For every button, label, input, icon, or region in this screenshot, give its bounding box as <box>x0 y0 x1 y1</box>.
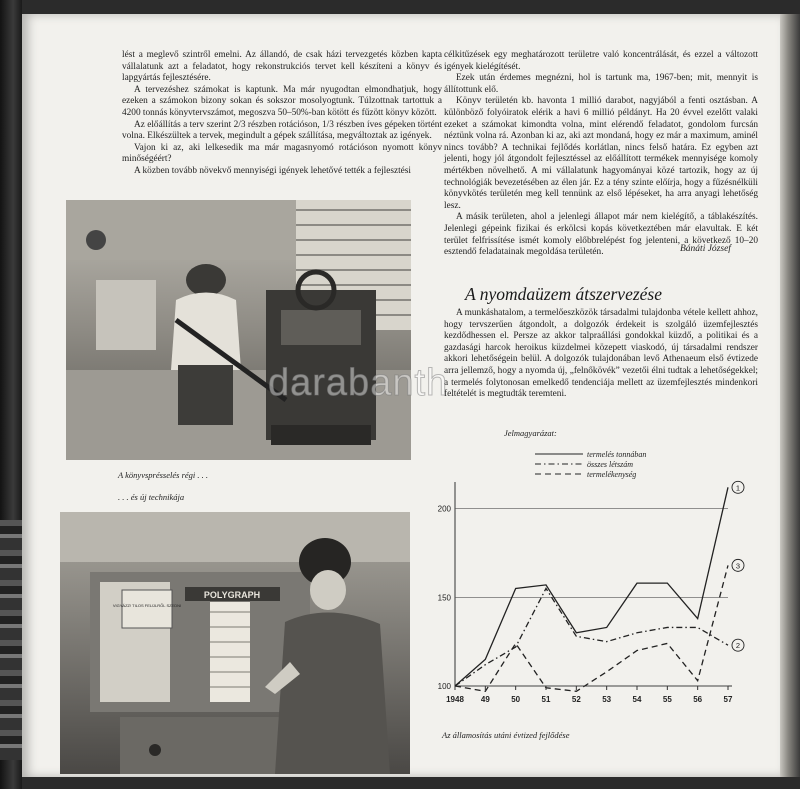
paragraph: Az előállítás a terv szerint 2/3 részben rotációson, 1/3 részben íves gépeken történt volna. Elkészültek a tervek, megindult a gépek szállítása, megváltoztak az igények. <box>122 119 442 142</box>
photo-new-book-press <box>60 512 410 774</box>
author-signature: Bánáti József <box>680 244 731 254</box>
x-tick-label: 54 <box>632 695 642 704</box>
photo2-caption: . . . és új technikája <box>118 492 185 502</box>
y-tick-label: 150 <box>437 593 451 603</box>
chart-caption: Az államosítás utáni évtized fejlődése <box>442 730 570 740</box>
warning-sign-text: VIGYÁZZ! TILOS FELÜLRŐL SZEDNI <box>112 603 182 608</box>
x-tick-label: 56 <box>693 695 703 704</box>
paragraph: célkitűzések egy meghatározott területre való koncentrálását, és ezzel a változott igények kielégítését. <box>444 50 758 72</box>
series-line <box>455 487 728 686</box>
paragraph: A tervezéshez számokat is kaptunk. Ma már nyugodtan elmondhatjuk, hogy ezeken a számokon bizony sokan és sokszor mosolyogtunk. Túlzottnak tartottuk a 4200 tonnás könyvtervszámot, megoszva 50–50%-ban kötött és fűzött könyv között. <box>122 84 442 118</box>
x-tick-label: 55 <box>662 695 672 704</box>
section-text <box>444 308 758 401</box>
line-chart <box>420 420 760 740</box>
x-tick-label: 50 <box>511 695 521 704</box>
series-marker-label: 1 <box>735 483 741 493</box>
legend-label: termelékenység <box>587 470 637 479</box>
series-line <box>455 588 728 686</box>
paragraph: A másik területen, ahol a jelenlegi állapot már nem kielégítő, a táblakészítés. Jelenlegi gépeink fizikai és erkölcsi kopás következtében már elavultak. E két terület felfrissítése ismét komoly előbbrelépést fog jelenteni, a következő 10–20 esztendő feladatainak megoldása területén. <box>444 212 758 258</box>
paragraph: Ezek után érdemes megnézni, hol is tartunk ma, 1967-ben; mit, mennyit is állítottunk elő. <box>444 73 758 95</box>
right-text-column <box>444 50 758 259</box>
photo-old-book-press <box>66 200 411 460</box>
paragraph: lést a meglevő szintről emelni. Az állandó, de csak házi tervezgetés közben kapta vállalatunk azt a feladatot, hogy rekonstrukciós tervet kell készíteni a könyv és lapgyártás fejlesztésére. <box>122 50 442 84</box>
legend-title: Jelmagyarázat: <box>504 428 557 438</box>
paragraph: Vajon ki az, aki lelkesedik ma már magasnyomó rotációson nyomott könyv minőségéért? <box>122 142 442 165</box>
machine-sign: POLYGRAPH <box>203 590 261 600</box>
x-tick-label: 52 <box>571 695 581 704</box>
paragraph: A közben tovább növekvő mennyiségi igények lehetővé tették a fejlesztési <box>134 165 412 176</box>
x-tick-label: 1948 <box>446 695 464 704</box>
x-tick-label: 51 <box>541 695 551 704</box>
x-tick-label: 53 <box>602 695 612 704</box>
photo1-caption: A könyvsprésselés régi . . . <box>118 470 209 480</box>
series-line <box>455 565 728 691</box>
paragraph: Könyv területén kb. havonta 1 millió darabot, nagyjából a fenti osztásban. A különböző folyóiratok elérik a havi 6 millió példányt. Ha 20 évvel ezelőtt valaki ezeket a számokat kimondta volna, mint elérendő feladatot, gondolom furcsán néztünk volna rá. Azonban ki az, aki azt mondaná, hogy ez már a maximum, aminél nincs tovább? A technikai fejlődés korlátlan, nincs felső határa. Ez egyben azt jelenti, hogy jól átgondolt fejlesztéssel az előállított termékek mennyisége komoly mértékben növelhető. A mi vállalatunk hagyományai közé tartozik, hogy az új technológiák bevezetésében az élen jár. Ez a tény szinte előírja, hogy a fűzésnélküli könyvkötés területén meg kell tennünk az első lépéseket, ha arra anyagi lehetőség lesz. <box>444 96 758 211</box>
legend-label: termelés tonnában <box>587 450 647 459</box>
section-title: A nyomdaüzem átszervezése <box>465 284 662 304</box>
series-marker-label: 3 <box>735 561 741 571</box>
series-marker-label: 2 <box>735 641 741 651</box>
x-tick-label: 49 <box>480 695 490 704</box>
y-tick-label: 200 <box>437 504 451 514</box>
x-tick-label: 57 <box>723 695 733 704</box>
spine-photo-fragment <box>0 520 22 760</box>
page-edge <box>780 14 800 777</box>
paragraph: A munkáshatalom, a termelőeszközök társadalmi tulajdonba vétele kellett ahhoz, hogy tervszerűen átgondolt, a dolgozók érdekeit is szolgáló üzemfejlesztés kezdődhessen el. Persze az akkor talpraállási gondokkal küzdő, a politikai és a gazdasági harcok heroikus küzdelmei közepett viaskodó, új társadalmi rendszer akkori lehetőségein belül. A dolgozók tulajdonában levő Athenaeum első évtizede arra jellemző, hogy a nyomda új, „felnőkövék” vezetői élni tudtak a lehetőségekkel; a termelés folytonosan emelkedő tendenciája mellett az üzemfejlesztés mindenkori feltételét is megtudták teremteni. <box>444 308 758 400</box>
watermark-text: darabanth <box>268 362 449 404</box>
left-text-column <box>122 50 442 178</box>
legend-label: összes létszám <box>587 460 634 469</box>
y-tick-label: 100 <box>437 682 451 691</box>
